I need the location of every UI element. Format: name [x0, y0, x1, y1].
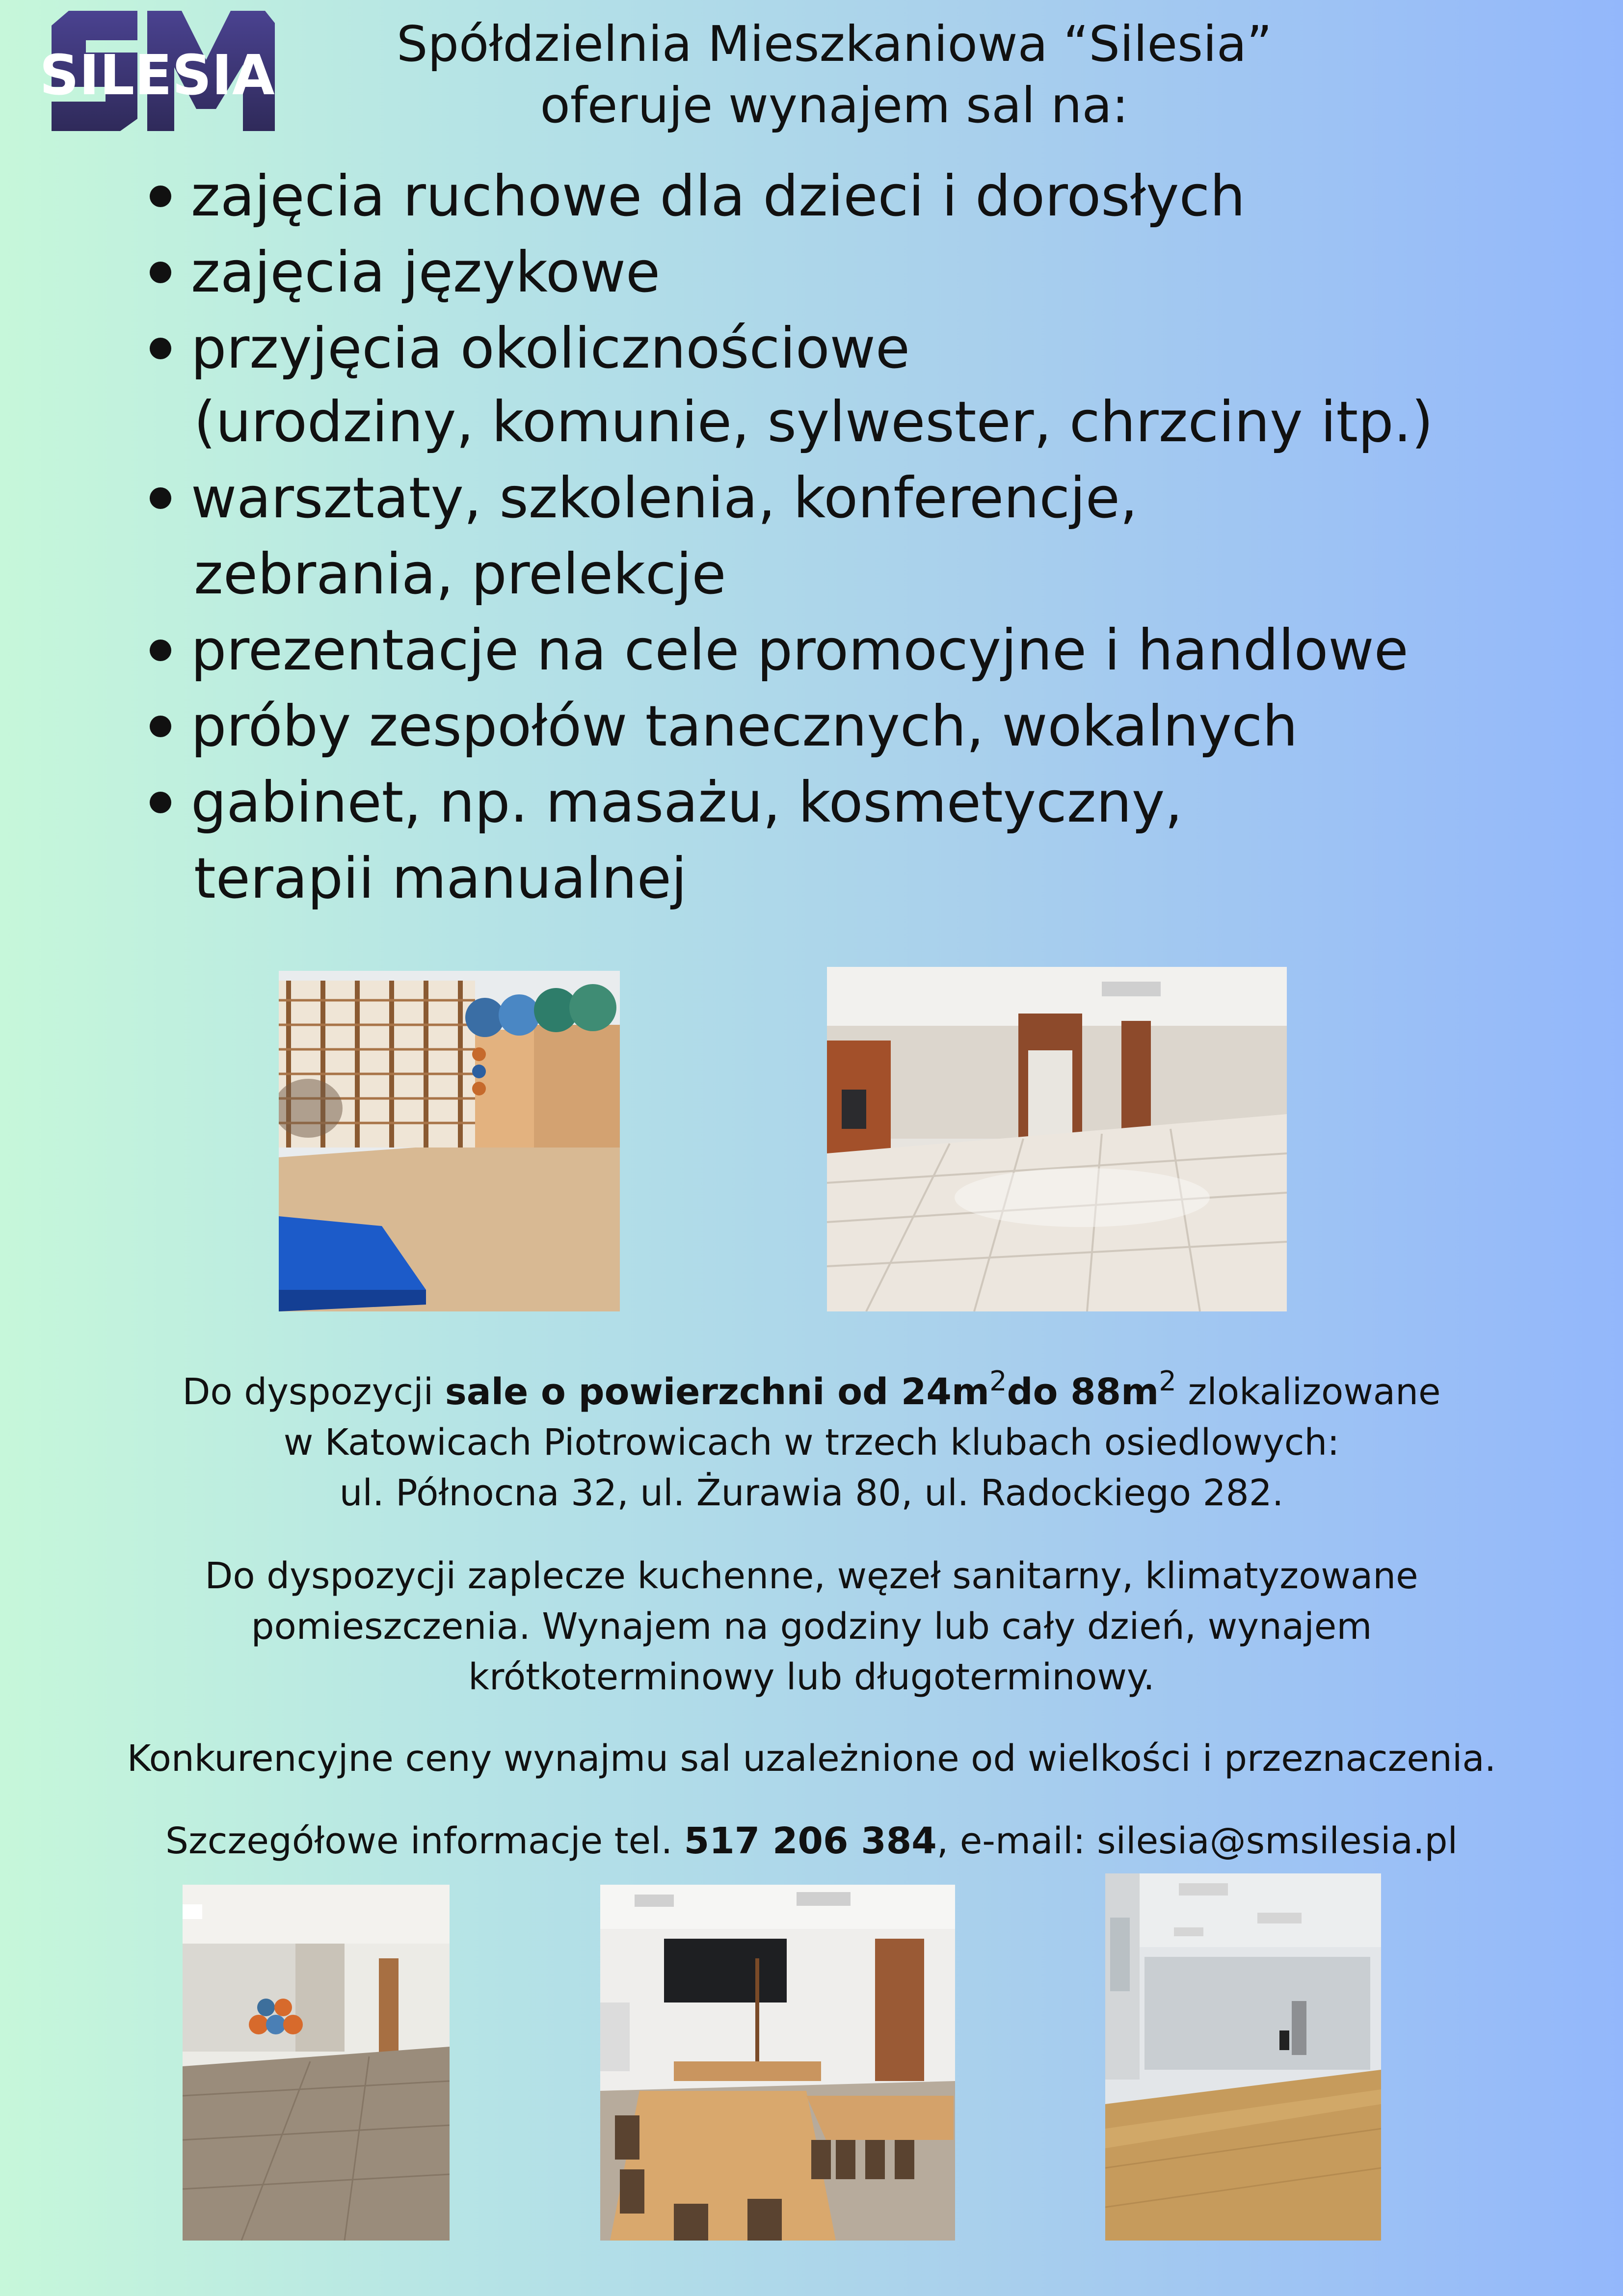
info-paragraph-1-line3: ul. Północna 32, ul. Żurawia 80, ul. Radockiego 282.: [339, 1472, 1284, 1514]
info-paragraph-1-line2: w Katowicach Piotrowicach w trzech klubach osiedlowych:: [283, 1421, 1340, 1464]
info-paragraph-2-line3: krótkoterminowy lub długoterminowy.: [468, 1656, 1155, 1698]
offer-item: zajęcia ruchowe dla dzieci i dorosłych: [150, 160, 1245, 233]
offer-item: próby zespołów tanecznych, wokalnych: [150, 690, 1298, 763]
contact-line: Szczegółowe informacje tel. 517 206 384, e-mail: silesia@smsilesia.pl: [165, 1820, 1458, 1862]
bullet-icon: [150, 640, 171, 661]
bullet-icon: [150, 792, 171, 813]
info-paragraph-1-line1: Do dyspozycji sale o powierzchni od $24m^2do$ $88m^2$ zlokalizowane: [182, 1365, 1441, 1413]
info-paragraph-2-line2: pomieszczenia. Wynajem na godziny lub cały dzień, wynajem: [251, 1605, 1372, 1648]
email-address: silesia@smsilesia.pl: [1096, 1820, 1458, 1862]
info-paragraph-3: Konkurencyjne ceny wynajmu sal uzależnione od wielkości i przeznaczenia.: [127, 1737, 1496, 1780]
phone-number: 517 206 384: [684, 1820, 937, 1862]
mirror-room-photo: [183, 1885, 450, 2241]
offer-item-continuation: zebrania, prelekcje: [194, 541, 726, 607]
header-title-line2: oferuje wynajem sal na:: [540, 77, 1129, 134]
info-paragraph-2-line1: Do dyspozycji zaplecze kuchenne, węzeł sanitarny, klimatyzowane: [205, 1555, 1418, 1597]
classroom-photo: [600, 1885, 955, 2241]
bullet-icon: [150, 716, 171, 737]
logo-graphic: [42, 6, 282, 133]
offer-item-continuation: terapii manualnej: [194, 846, 687, 911]
bullet-icon: [150, 262, 171, 283]
offer-item: gabinet, np. masażu, kosmetyczny,: [150, 766, 1183, 839]
offer-item: przyjęcia okolicznościowe: [150, 312, 910, 385]
offer-item: warsztaty, szkolenia, konferencje,: [150, 461, 1138, 535]
offer-item-continuation: (urodziny, komunie, sylwester, chrzciny itp.): [194, 389, 1434, 454]
empty-hall-photo: [1105, 1873, 1381, 2241]
bullet-icon: [150, 487, 171, 509]
offer-item: zajęcia językowe: [150, 236, 660, 309]
bullet-icon: [150, 186, 171, 207]
gym-hall-photo: [279, 971, 620, 1311]
logo-overlay-text: SILESIA: [42, 44, 275, 107]
sm-silesia-logo: [42, 6, 282, 133]
bullet-icon: [150, 338, 171, 359]
tiled-hall-photo: [827, 967, 1287, 1311]
offer-item: prezentacje na cele promocyjne i handlowe: [150, 614, 1409, 687]
header-title-line1: Spółdzielnia Mieszkaniowa “Silesia”: [397, 15, 1272, 73]
